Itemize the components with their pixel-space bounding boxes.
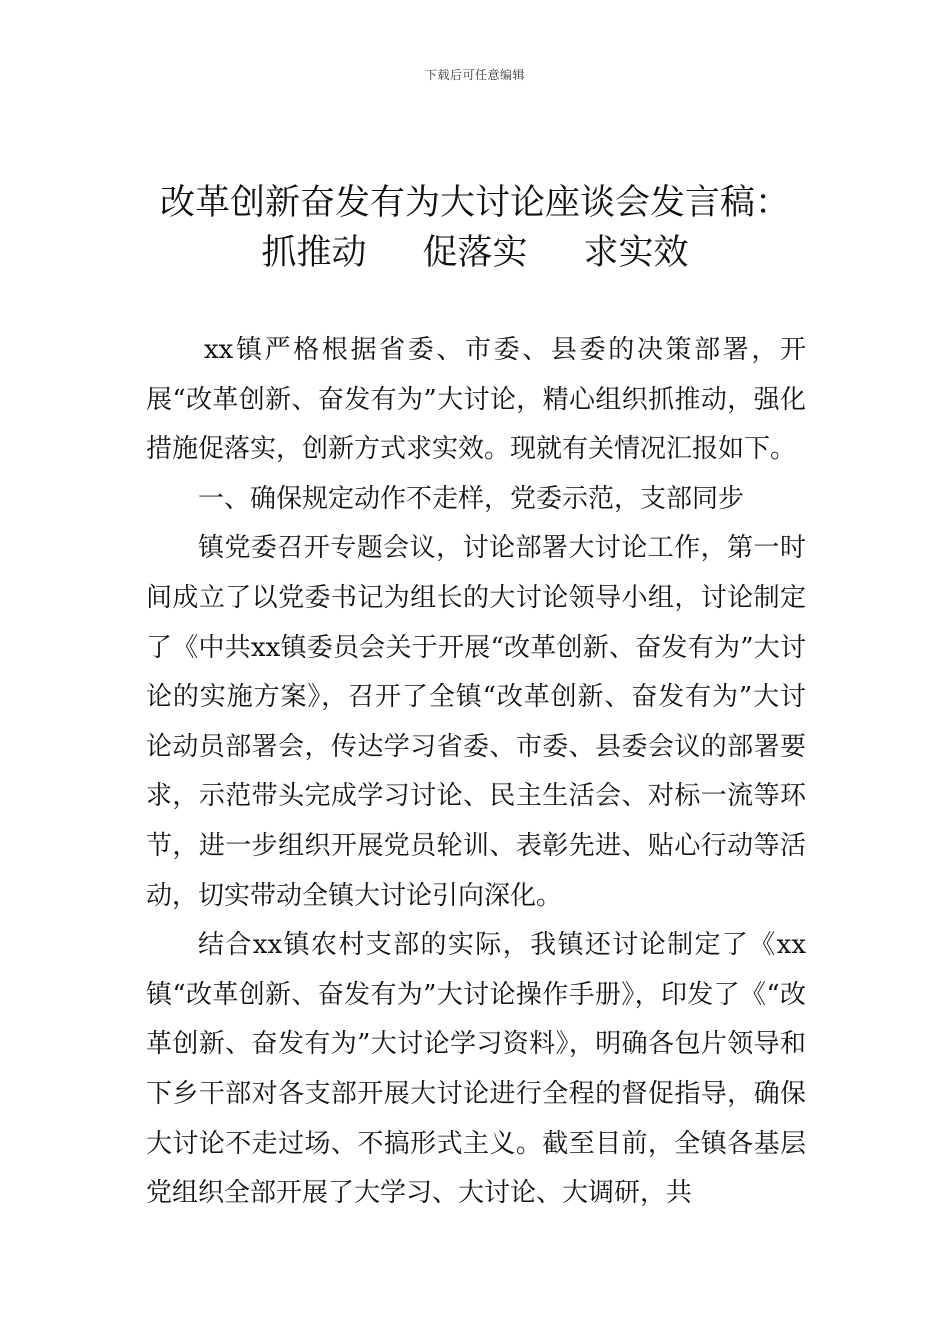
- paragraph-intro: xx镇严格根据省委、市委、县委的决策部署，开展“改革创新、奋发有为”大讨论，精心组织抓推动，强化措施促落实，创新方式求实效。现就有关情况汇报如下。: [146, 335, 806, 465]
- document-body: [146, 326, 806, 1219]
- section-heading-1: 一、确保规定动作不走样，党委示范，支部同步: [198, 483, 745, 514]
- title-line-2: [0, 228, 950, 278]
- paragraph-2: 镇党委召开专题会议，讨论部署大讨论工作，第一时间成立了以党委书记为组长的大讨论领导小组，讨论制定了《中共xx镇委员会关于开展“改革创新、奋发有为”大讨论的实施方案》，召开了全镇“改革创新、奋发有为”大讨论动员部署会，传达学习省委、市委、县委会议的部署要求，示范带头完成学习讨论、民主生活会、对标一流等环节，进一步组织开展党员轮训、表彰先进、贴心行动等活动，切实带动全镇大讨论引向深化。: [146, 533, 806, 911]
- title-part-3: 求实效: [583, 233, 689, 273]
- paragraph-3: 结合xx镇农村支部的实际，我镇还讨论制定了《xx镇“改革创新、奋发有为”大讨论操作手册》，印发了《“改革创新、奋发有为”大讨论学习资料》，明确各包片领导和下乡干部对各支部开展大讨论进行全程的督促指导，确保大讨论不走过场、不搞形式主义。截至目前，全镇各基层党组织全部开展了大学习、大讨论、大调研，共: [146, 930, 806, 1209]
- title-line-1: 改革创新奋发有为大讨论座谈会发言稿：: [159, 183, 790, 223]
- header-note: 下载后可任意编辑: [424, 68, 525, 82]
- document-title: [0, 178, 950, 278]
- title-part-2: 促落实: [422, 233, 528, 273]
- title-part-1: 抓推动: [261, 233, 367, 273]
